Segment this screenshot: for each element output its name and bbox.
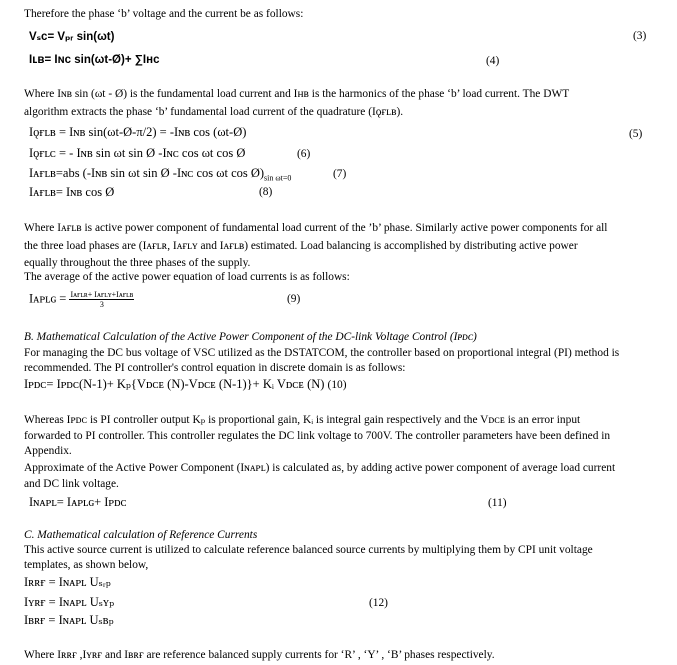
equation-number-3: (3) — [633, 30, 647, 42]
equation-number-4: (4) — [486, 55, 500, 67]
paragraph-line: For managing the DC bus voltage of VSC utilized as the DSTATCOM, the controller based on proportional integral (PI) method is — [24, 347, 620, 359]
equation-number-12: (12) — [369, 597, 388, 609]
equation-number-9: (9) — [287, 293, 301, 305]
fraction — [69, 290, 134, 309]
paragraph-line: Appendix. — [24, 445, 72, 457]
equation-12-b: Iʙʀғ = Iɴᴀᴘʟ Uₛʙₚ — [24, 613, 114, 627]
equation-number-6: (6) — [297, 148, 311, 160]
paragraph-line: The average of the active power equation of load currents is as follows: — [24, 271, 350, 283]
paragraph-line: templates, as shown below, — [24, 559, 149, 571]
paragraph-line: the three load phases are (Iᴀғʟʀ, Iᴀғʟʏ and Iᴀғʟʙ) estimated. Load balancing is accomplished by distributing active power — [24, 240, 578, 252]
equation-number-11: (11) — [488, 497, 507, 509]
paragraph-line: Where Iʀʀғ ,Iʏʀғ and Iʙʀғ are reference balanced supply currents for ‘R’ , ‘Y’ , ‘B’ phases respectively. — [24, 649, 495, 661]
paragraph-line: equally throughout the three phases of the supply. — [24, 257, 251, 269]
equation-11: Iɴᴀᴘʟ= Iᴀᴘʟɢ+ Iᴘᴅᴄ — [29, 495, 127, 509]
equation-8: Iᴀғʟʙ= Iɴʙ cos Ø — [29, 185, 115, 199]
paragraph-line: Whereas Iᴘᴅᴄ is PI controller output Kₚ is proportional gain, Kᵢ is integral gain respectively and the Vᴅᴄᴇ is an error input — [24, 414, 581, 426]
paragraph-intro: Therefore the phase ‘b’ voltage and the current be as follows: — [24, 8, 304, 20]
paragraph-line: Where Iᴀғʟʙ is active power component of fundamental load current of the ’b’ phase. Similarly active power components for all — [24, 222, 608, 234]
paragraph-line: forwarded to PI controller. This controller regulates the DC link voltage to 700V. The controller parameters have been defined in — [24, 430, 611, 442]
equation-7: Iᴀғʟʙ=abs (-Iɴʙ sin ωt sin Ø -Iɴᴄ cos ωt $\cos Ø)_{sin \omega t=0}$ — [29, 166, 292, 183]
equation-number-7: (7) — [333, 168, 347, 180]
equation-5: Iǫғʟʙ = Iɴʙ sin(ωt-Ø-π/2) = -Iɴʙ cos (ωt-Ø) — [29, 125, 247, 139]
equation-9: Iᴀᴘʟɢ = $\frac{\text{Iᴀғʟʀ+ Iᴀғʟʏ+Iᴀғʟʙ}}{3}$ — [29, 290, 134, 309]
paragraph-line: This active source current is utilized to calculate reference balanced source currents by multiplying them by CPI unit voltage — [24, 544, 593, 556]
equation-7-subscript: sin ωt=0 — [264, 173, 292, 183]
equation-12-y: Iʏʀғ = Iɴᴀᴘʟ Uₛʏₚ — [24, 595, 115, 609]
equation-12-r: Iʀʀғ = Iɴᴀᴘʟ Uₛᵣₚ — [24, 575, 111, 589]
fraction-numerator: Iᴀғʟʀ+ Iᴀғʟʏ+Iᴀғʟʙ — [70, 290, 134, 299]
paragraph-line: recommended. The PI controller's control equation in discrete domain is as follows: — [24, 362, 406, 374]
equation-6: Iǫғʟᴄ = - Iɴʙ sin ωt sin Ø -Iɴᴄ cos ωt cos Ø — [29, 146, 246, 160]
section-heading-c: C. Mathematical calculation of Reference Currents — [24, 529, 258, 541]
equation-4: Iʟʙ= Iɴᴄ sin(ωt-Ø)+ ∑Iʜᴄ — [29, 54, 160, 66]
paragraph-line: Where Iɴʙ sin (ωt - Ø) is the fundamental load current and Iʜʙ is the harmonics of the phase ‘b’ load current. The DWT — [24, 88, 570, 100]
section-heading-b: B. Mathematical Calculation of the Active Power Component of the DC-link Voltage Control (Iᴘᴅᴄ) — [24, 331, 477, 343]
equation-number-8: (8) — [259, 186, 273, 198]
paragraph-line: and DC link voltage. — [24, 478, 119, 490]
equation-3: Vₛᴄ= Vₚᵣ sin(ωt) — [29, 31, 115, 43]
fraction-denominator: 3 — [99, 300, 104, 309]
paragraph-line: Approximate of the Active Power Component (Iɴᴀᴘʟ) is calculated as, by adding active power component of average load current — [24, 462, 616, 474]
equation-10: Iᴘᴅᴄ= Iᴘᴅᴄ(N-1)+ Kₚ{Vᴅᴄᴇ (N)-Vᴅᴄᴇ (N-1)}+ Kᵢ Vᴅᴄᴇ (N) (10) — [24, 377, 347, 391]
equation-number-5: (5) — [629, 128, 643, 140]
equation-number-10: (10) — [327, 379, 347, 391]
paragraph-line: algorithm extracts the phase ‘b’ fundamental load current of the quadrature (Iǫғʟʙ). — [24, 106, 404, 118]
